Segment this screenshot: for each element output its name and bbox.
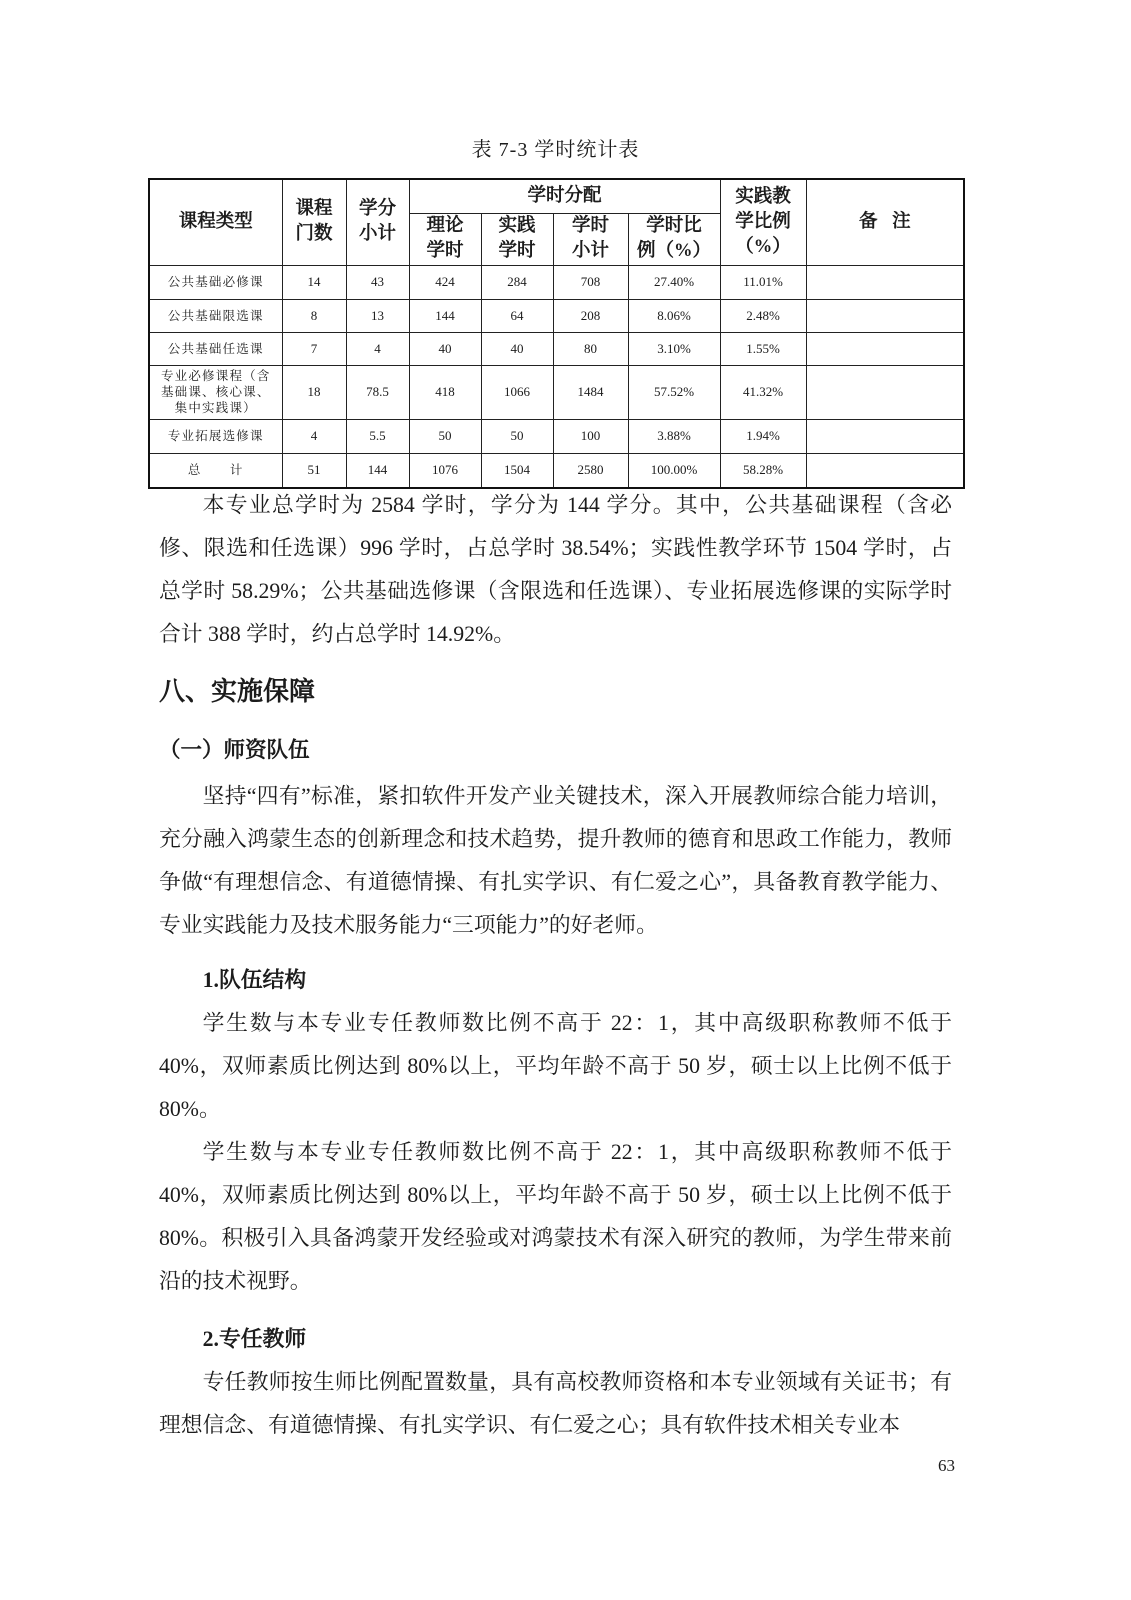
total-hours-cell: 708 — [553, 265, 628, 299]
table-row — [149, 332, 964, 365]
course-count-cell: 7 — [282, 332, 346, 365]
theory-hours-cell: 40 — [409, 332, 481, 365]
practice-hours-cell: 64 — [481, 299, 553, 332]
header-credits: 学分 小计 — [346, 179, 409, 265]
item-heading-team-structure: 1.队伍结构 — [202, 968, 307, 992]
table-row — [149, 299, 964, 332]
theory-hours-cell: 144 — [409, 299, 481, 332]
course-count-cell: 14 — [282, 265, 346, 299]
body-text — [159, 484, 952, 1447]
course-type-cell: 公共基础限选课 — [149, 299, 282, 332]
header-theory-hours: 理论 学时 — [409, 213, 481, 265]
team-structure-paragraph: 学生数与本专业专任教师数比例不高于 22：1，其中高级职称教师不低于 40%，双师素质比例达到 80%以上，平均年龄不高于 50 岁，硕士以上比例不低于 80%。 — [159, 1010, 952, 1121]
header-practice-ratio: 实践教 学比例 （%） — [720, 179, 806, 265]
course-count-cell: 4 — [282, 419, 346, 453]
theory-hours-cell: 418 — [409, 365, 481, 419]
practice-ratio-cell: 1.94% — [720, 419, 806, 453]
item-heading-full-time-teachers: 2.专任教师 — [202, 1327, 307, 1351]
credits-cell: 4 — [346, 332, 409, 365]
credits-cell: 5.5 — [346, 419, 409, 453]
total-hours-cell: 2580 — [553, 453, 628, 488]
course-count-cell: 51 — [282, 453, 346, 488]
practice-ratio-cell: 58.28% — [720, 453, 806, 488]
remarks-cell — [806, 299, 964, 332]
practice-ratio-cell: 2.48% — [720, 299, 806, 332]
total-hours-cell: 100 — [553, 419, 628, 453]
hours-ratio-cell: 57.52% — [628, 365, 720, 419]
summary-paragraph: 本专业总学时为 2584 学时，学分为 144 学分。其中，公共基础课程（含必修、限选和任选课）996 学时，占总学时 38.54%；实践性教学环节 1504 学时，占总学时 58.29%；公共基础选修课（含限选和任选课）、专业拓展选修课的实际学时合计 388 学时，约占总学时 14.92%。 — [159, 493, 952, 646]
hours-ratio-cell: 8.06% — [628, 299, 720, 332]
header-row — [149, 179, 964, 213]
remarks-cell — [806, 365, 964, 419]
team-structure-paragraph: 学生数与本专业专任教师数比例不高于 22：1，其中高级职称教师不低于 40%，双师素质比例达到 80%以上，平均年龄不高于 50 岁，硕士以上比例不低于 80%。积极引入具备鸿蒙开发经验或对鸿蒙技术有深入研究的教师，为学生带来前沿的技术视野。 — [159, 1139, 952, 1293]
header-hours-ratio: 学时比 例（%） — [628, 213, 720, 265]
theory-hours-cell: 50 — [409, 419, 481, 453]
subsection-heading: （一）师资队伍 — [159, 738, 310, 763]
course-count-cell: 8 — [282, 299, 346, 332]
total-label-cell: 总 计 — [149, 453, 282, 488]
total-hours-cell: 208 — [553, 299, 628, 332]
practice-ratio-cell: 1.55% — [720, 332, 806, 365]
table-row — [149, 419, 964, 453]
course-count-cell: 18 — [282, 365, 346, 419]
credits-cell: 78.5 — [346, 365, 409, 419]
credits-cell: 13 — [346, 299, 409, 332]
theory-hours-cell: 1076 — [409, 453, 481, 488]
course-type-cell: 专业拓展选修课 — [149, 419, 282, 453]
table-total-row — [149, 453, 964, 488]
header-hours-distribution: 学时分配 — [409, 179, 720, 213]
subsection-intro-paragraph: 坚持“四有”标准，紧扣软件开发产业关键技术，深入开展教师综合能力培训，充分融入鸿蒙生态的创新理念和技术趋势，提升教师的德育和思政工作能力，教师争做“有理想信念、有道德情操、有扎实学识、有仁爱之心”，具备教育教学能力、专业实践能力及技术服务能力“三项能力”的好老师。 — [159, 783, 952, 937]
table-row — [149, 265, 964, 299]
table-caption: 表 7-3 学时统计表 — [471, 139, 640, 161]
header-total-hours: 学时 小计 — [553, 213, 628, 265]
header-remarks: 备 注 — [806, 179, 964, 265]
practice-ratio-cell: 41.32% — [720, 365, 806, 419]
remarks-cell — [806, 419, 964, 453]
credits-cell: 144 — [346, 453, 409, 488]
total-hours-cell: 1484 — [553, 365, 628, 419]
remarks-cell — [806, 332, 964, 365]
course-type-cell: 专业必修课程（含 基础课、核心课、 集中实践课） — [149, 365, 282, 419]
practice-ratio-cell: 11.01% — [720, 265, 806, 299]
table-row — [149, 365, 964, 419]
theory-hours-cell: 424 — [409, 265, 481, 299]
hours-ratio-cell: 100.00% — [628, 453, 720, 488]
practice-hours-cell: 40 — [481, 332, 553, 365]
header-course-type: 课程类型 — [149, 179, 282, 265]
hours-statistics-table — [148, 178, 965, 489]
header-course-count: 课程 门数 — [282, 179, 346, 265]
hours-ratio-cell: 3.88% — [628, 419, 720, 453]
remarks-cell — [806, 453, 964, 488]
table-header — [149, 179, 964, 265]
hours-ratio-cell: 3.10% — [628, 332, 720, 365]
section-heading: 八、实施保障 — [159, 677, 316, 707]
remarks-cell — [806, 265, 964, 299]
course-type-cell: 公共基础任选课 — [149, 332, 282, 365]
header-practice-hours: 实践 学时 — [481, 213, 553, 265]
practice-hours-cell: 1066 — [481, 365, 553, 419]
credits-cell: 43 — [346, 265, 409, 299]
table-body — [149, 265, 964, 488]
practice-hours-cell: 50 — [481, 419, 553, 453]
course-type-cell: 公共基础必修课 — [149, 265, 282, 299]
total-hours-cell: 80 — [553, 332, 628, 365]
page-number: 63 — [938, 1456, 955, 1475]
full-time-teachers-paragraph: 专任教师按生师比例配置数量，具有高校教师资格和本专业领域有关证书；有理想信念、有道德情操、有扎实学识、有仁爱之心；具有软件技术相关专业本 — [159, 1369, 952, 1437]
practice-hours-cell: 1504 — [481, 453, 553, 488]
hours-ratio-cell: 27.40% — [628, 265, 720, 299]
practice-hours-cell: 284 — [481, 265, 553, 299]
